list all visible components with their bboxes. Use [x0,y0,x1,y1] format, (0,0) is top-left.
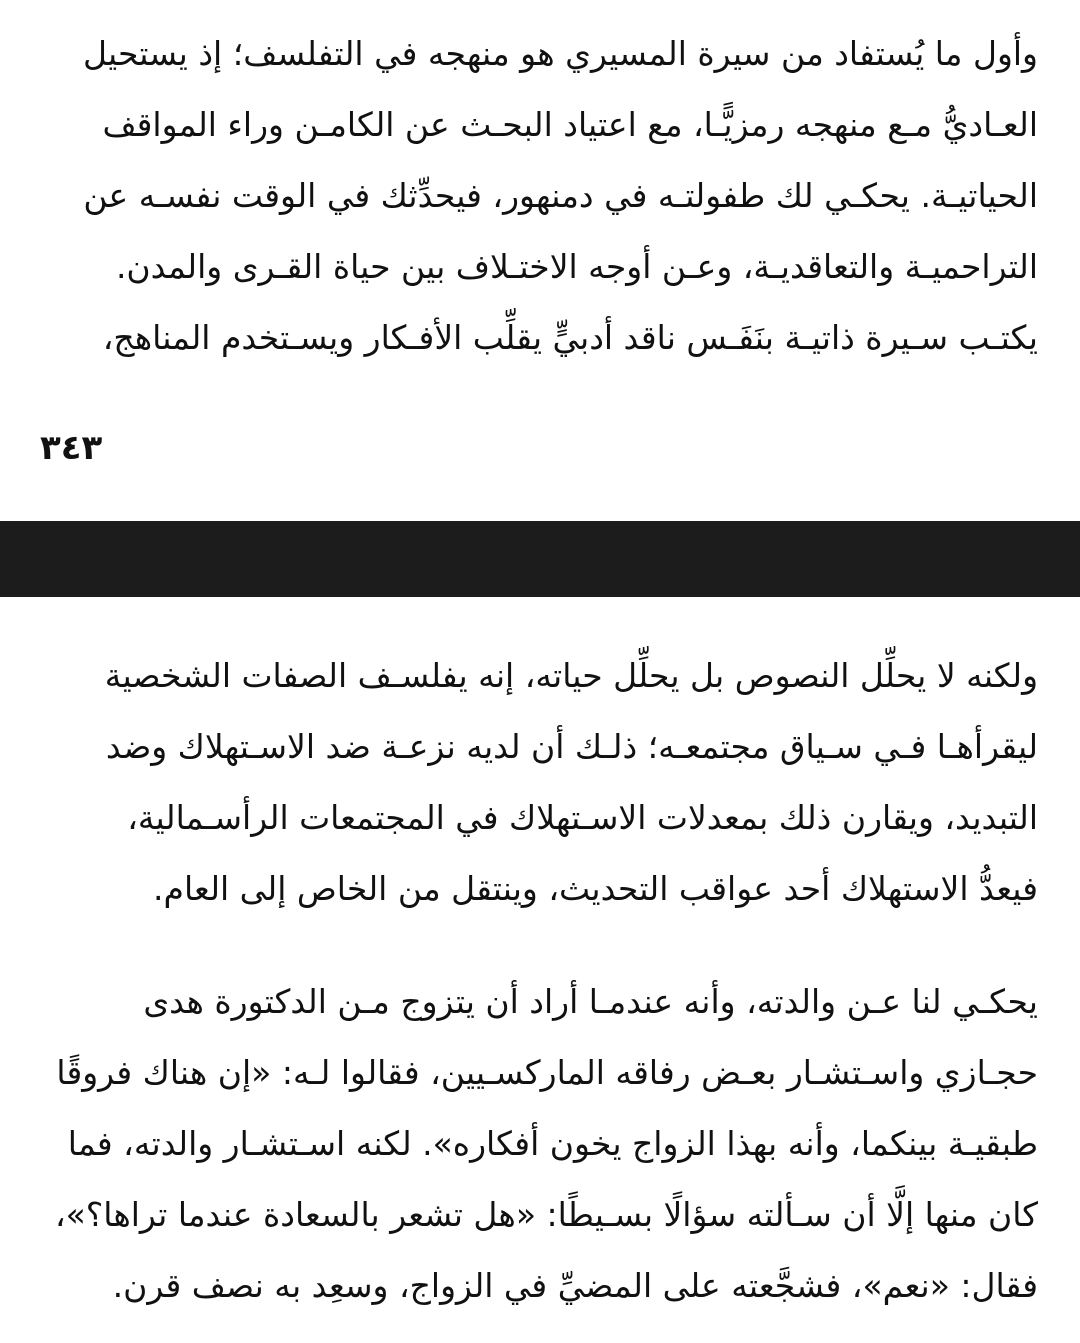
text-line: يحكـي لنا عـن والدته، وأنه عندمـا أراد أن يتزوج مـن الدكتورة هدى [143,982,1038,1021]
bottom-page-paragraph-1 [48,640,1038,924]
text-line: فقال: «نعم»، فشجَّعته على المضيِّ في الزواج، وسعِد به نصف قرن. [112,1266,1038,1305]
text-line: التراحميـة والتعاقديـة، وعـن أوجه الاختـلاف بين حياة القـرى والمدن. [115,247,1038,286]
text-line: فيعدُّ الاستهلاك أحد عواقب التحديث، وينتقل من الخاص إلى العام. [153,869,1038,908]
page-number: ٣٤٣ [40,428,103,468]
text-line: طبقيـة بينكما، وأنه بهذا الزواج يخون أفكاره». لكنه اسـتشـار والدته، فما [67,1124,1038,1163]
text-line: يكتـب سـيرة ذاتيـة بنَفَـس ناقد أدبيٍّ يقلِّب الأفـكار ويسـتخدم المناهج، [102,318,1038,357]
bottom-page-paragraph-2 [48,966,1038,1321]
text-line: ولكنه لا يحلِّل النصوص بل يحلِّل حياته، إنه يفلسـف الصفات الشخصية [104,656,1038,695]
page-gap-divider [0,521,1080,597]
text-line: الحياتيـة. يحكـي لك طفولتـه في دمنهور، فيحدِّثك في الوقت نفسـه عن [83,176,1038,215]
text-line: حجـازي واسـتشـار بعـض رفاقه الماركسـيين، فقالوا لـه: «إن هناك فروقًا [56,1053,1038,1092]
text-line: وأول ما يُستفاد من سيرة المسيري هو منهجه في التفلسف؛ إذ يستحيل [83,34,1038,73]
text-line: ليقرأهـا فـي سـياق مجتمعـه؛ ذلـك أن لديه نزعـة ضد الاسـتهلاك وضد [105,727,1038,766]
text-line: كان منها إلَّا أن سـألته سؤالًا بسـيطًا: «هل تشعر بالسعادة عندما تراها؟»، [54,1195,1038,1234]
text-line: العـاديُّ مـع منهجه رمزيًّـا، مع اعتياد البحـث عن الكامـن وراء المواقف [102,105,1038,144]
text-line: التبديد، ويقارن ذلك بمعدلات الاسـتهلاك في المجتمعات الرأسـمالية، [127,798,1038,837]
top-page-paragraph [48,18,1038,373]
